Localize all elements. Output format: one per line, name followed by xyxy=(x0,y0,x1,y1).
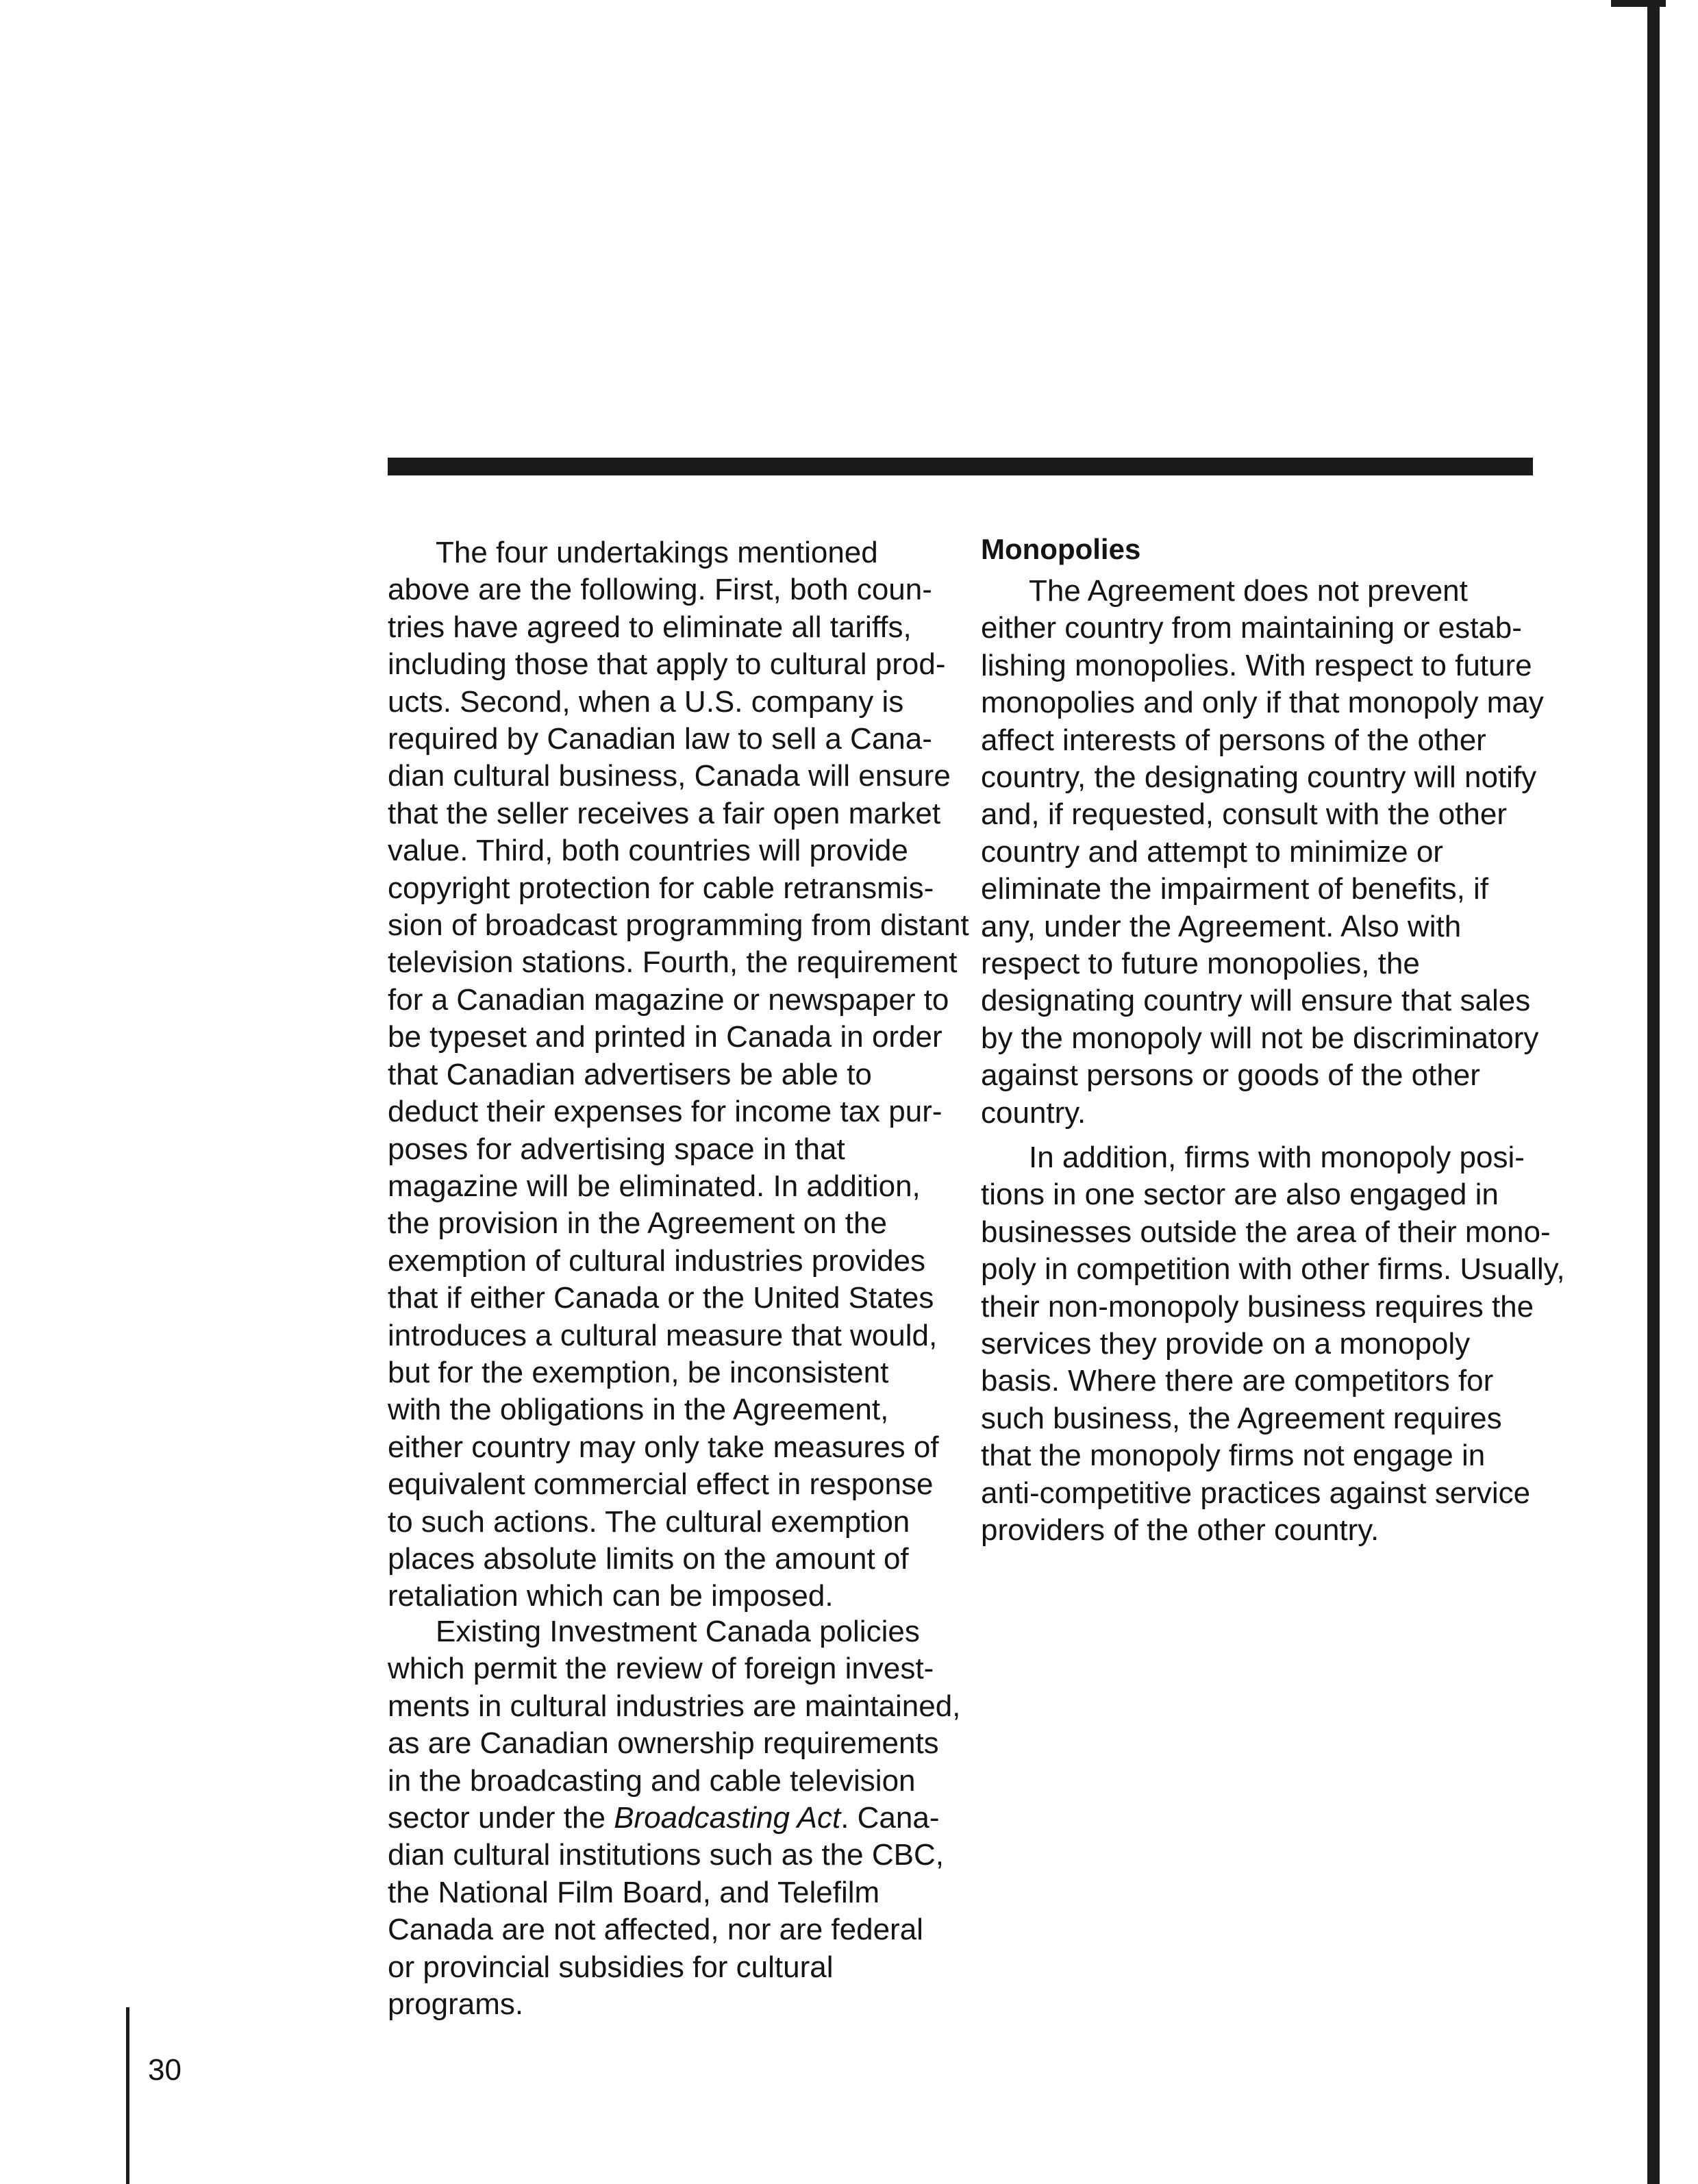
text-line: copyright protection for cable retransmis- xyxy=(388,871,934,905)
text-line: including those that apply to cultural prod- xyxy=(388,647,946,682)
text-line: monopolies and only if that monopoly may xyxy=(981,686,1544,720)
text-line: respect to future monopolies, the xyxy=(981,947,1420,981)
margin-rule xyxy=(126,2007,129,2184)
text-line: anti-competitive practices against service xyxy=(981,1476,1531,1510)
text-line: television stations. Fourth, the requirement xyxy=(388,945,958,980)
text-line: exemption of cultural industries provides xyxy=(388,1243,926,1278)
text-line: ucts. Second, when a U.S. company is xyxy=(388,684,904,719)
text-line: that if either Canada or the United States xyxy=(388,1281,934,1315)
text-segment: sector under the xyxy=(388,1801,614,1835)
text-line: deduct their expenses for income tax pur- xyxy=(388,1095,942,1129)
text-line: sion of broadcast programming from distant xyxy=(388,908,969,943)
text-line: as are Canadian ownership requirements xyxy=(388,1726,939,1761)
left-column-paragraph-2 xyxy=(388,1613,961,2023)
text-line: programs. xyxy=(388,1987,524,2022)
text-line: country and attempt to minimize or xyxy=(981,834,1443,869)
text-line-with-italic xyxy=(388,1800,942,1837)
text-line: any, under the Agreement. Also with xyxy=(981,909,1462,943)
text-line: in the broadcasting and cable television xyxy=(388,1763,916,1798)
text-line: poly in competition with other firms. Usually, xyxy=(981,1252,1565,1287)
text-line: country. xyxy=(981,1095,1086,1130)
text-line: and, if requested, consult with the other xyxy=(981,797,1508,832)
text-line: but for the exemption, be inconsistent xyxy=(388,1355,889,1389)
left-column-paragraph-1 xyxy=(388,534,969,1615)
text-line: The Agreement does not prevent xyxy=(1029,574,1468,608)
text-line: poses for advertising space in that xyxy=(388,1132,845,1166)
text-line: by the monopoly will not be discriminatory xyxy=(981,1021,1539,1055)
act-title-italic: Broadcasting Act xyxy=(614,1801,841,1835)
text-line: or provincial subsidies for cultural xyxy=(388,1950,834,1984)
text-line: eliminate the impairment of benefits, if xyxy=(981,872,1489,906)
text-line: required by Canadian law to sell a Cana- xyxy=(388,722,932,756)
text-line: value. Third, both countries will provide xyxy=(388,834,908,868)
text-line: for a Canadian magazine or newspaper to xyxy=(388,982,949,1017)
text-line: dian cultural business, Canada will ensure xyxy=(388,759,951,793)
text-line: retaliation which can be imposed. xyxy=(388,1579,834,1613)
text-line: providers of the other country. xyxy=(981,1513,1379,1548)
right-column-paragraph-2 xyxy=(981,1139,1565,1549)
text-line: In addition, firms with monopoly posi- xyxy=(1029,1141,1525,1174)
text-line: the National Film Board, and Telefilm xyxy=(388,1875,880,1909)
text-line: either country may only take measures of xyxy=(388,1430,939,1464)
text-line: Canada are not affected, nor are federal xyxy=(388,1913,923,1947)
header-rule xyxy=(388,458,1533,475)
binding-edge xyxy=(1647,0,1660,2184)
text-line: to such actions. The cultural exemption xyxy=(388,1504,910,1539)
text-line: either country from maintaining or estab- xyxy=(981,611,1522,645)
section-heading: Monopolies xyxy=(981,533,1141,565)
page-number: 30 xyxy=(148,2053,182,2087)
text-line: basis. Where there are competitors for xyxy=(981,1364,1494,1398)
text-line: with the obligations in the Agreement, xyxy=(388,1393,889,1427)
right-column-paragraph-1 xyxy=(981,573,1544,1132)
text-line: places absolute limits on the amount of xyxy=(388,1541,909,1576)
text-segment: . Cana- xyxy=(840,1801,940,1835)
text-line: designating country will ensure that sales xyxy=(981,984,1531,1018)
text-line: lishing monopolies. With respect to future xyxy=(981,648,1532,682)
text-line: tions in one sector are also engaged in xyxy=(981,1178,1499,1212)
text-line: ments in cultural industries are maintained, xyxy=(388,1689,961,1723)
text-line: that the seller receives a fair open market xyxy=(388,796,941,830)
text-line: the provision in the Agreement on the xyxy=(388,1206,887,1241)
text-line: Existing Investment Canada policies xyxy=(436,1615,920,1648)
text-line: introduces a cultural measure that would, xyxy=(388,1318,938,1352)
text-line: tries have agreed to eliminate all tariffs, xyxy=(388,610,912,644)
text-line: above are the following. First, both coun- xyxy=(388,573,932,607)
text-line: affect interests of persons of the other xyxy=(981,723,1486,757)
text-line: such business, the Agreement requires xyxy=(981,1401,1502,1435)
text-line: businesses outside the area of their mono- xyxy=(981,1215,1551,1249)
text-line: country, the designating country will notify xyxy=(981,760,1537,795)
text-line: that Canadian advertisers be able to xyxy=(388,1057,872,1091)
text-line: that the monopoly firms not engage in xyxy=(981,1439,1486,1473)
text-line: their non-monopoly business requires the xyxy=(981,1289,1534,1324)
text-line: The four undertakings mentioned xyxy=(436,536,878,569)
text-line: which permit the review of foreign invest- xyxy=(388,1652,934,1686)
text-line: against persons or goods of the other xyxy=(981,1058,1480,1093)
text-line: be typeset and printed in Canada in order xyxy=(388,1020,942,1054)
text-line: dian cultural institutions such as the CBC, xyxy=(388,1838,944,1872)
text-line: magazine will be eliminated. In addition, xyxy=(388,1169,921,1203)
text-line: services they provide on a monopoly xyxy=(981,1327,1471,1361)
text-line: equivalent commercial effect in response xyxy=(388,1467,934,1502)
